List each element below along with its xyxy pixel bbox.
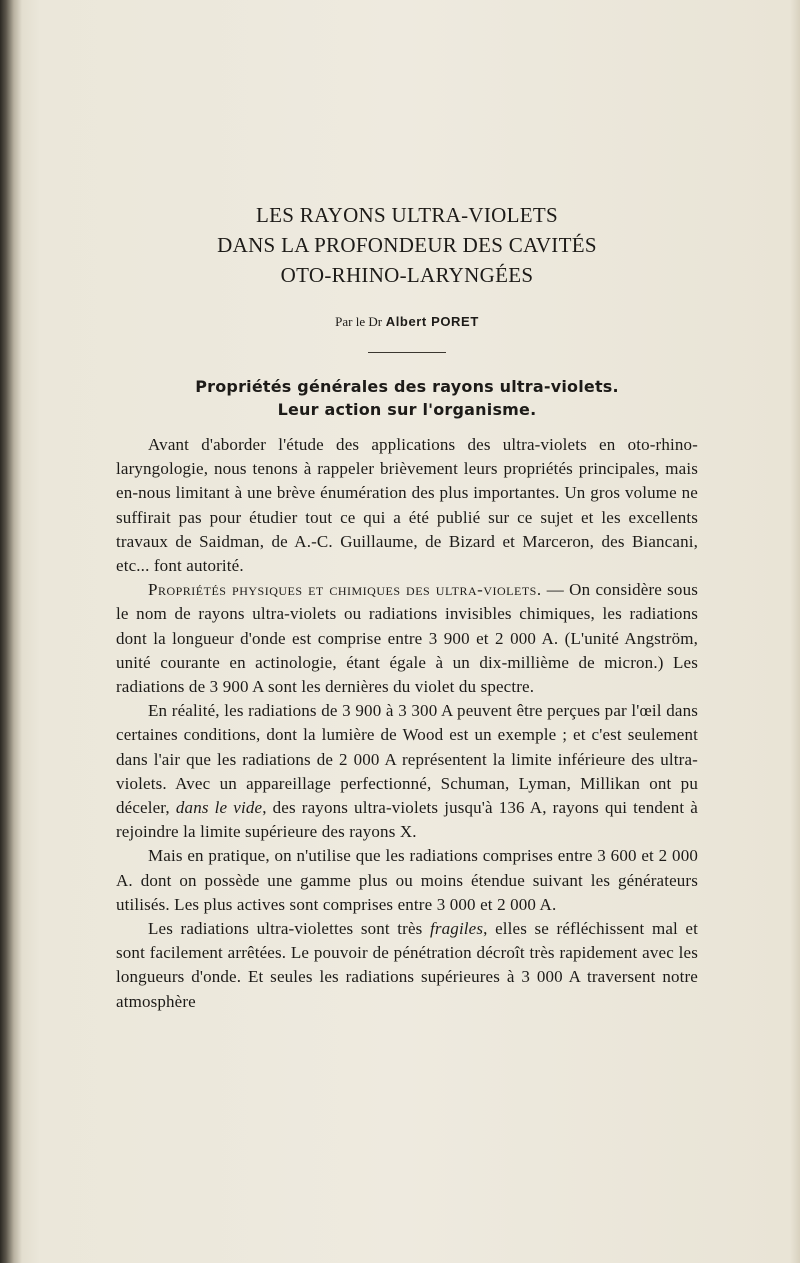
paragraph-2-lead: Propriétés physiques et chimiques des ultra-violets. bbox=[148, 580, 542, 600]
paragraph-5-text-a: Les radiations ultra-violettes sont très bbox=[148, 919, 430, 939]
paragraph-3 bbox=[116, 699, 698, 844]
paragraph-4: Mais en pratique, on n'utilise que les radiations comprises entre 3 600 et 2 000 A. dont on possède une gamme plus ou moins étendue suivant les générateurs utilisés. Les plus actives sont comprises entre 3 000 et 2 000 A. bbox=[116, 846, 698, 914]
paragraph-3-text-a: En réalité, les radiations de 3 900 à 3 300 A peuvent être perçues par l'œil dans certaines conditions, dont la lumière de Wood est un exemple ; et c'est seulement dans l'air que les radiations de 2 000 A représentent la limite inférieure des ultra-violets. Avec un appareillage perfectionné, Schuman, Lyman, Millikan ont pu déceler, bbox=[116, 701, 698, 818]
article-body bbox=[116, 433, 698, 1014]
title-divider bbox=[368, 352, 446, 353]
paragraph-2 bbox=[116, 578, 698, 699]
author-prefix: Par le Dr bbox=[335, 314, 383, 329]
paragraph-5-italic: fragiles bbox=[430, 919, 484, 939]
article-title bbox=[116, 200, 698, 290]
author-name: Albert PORET bbox=[385, 314, 479, 329]
title-line-2: DANS LA PROFONDEUR DES CAVITÉS bbox=[217, 233, 597, 257]
paragraph-3-text-b: , des rayons ultra-violets jusqu'à 136 A, rayons qui tendent à rejoindre la limite supérieure des rayons X. bbox=[116, 798, 698, 842]
paragraph-5 bbox=[116, 917, 698, 1014]
article-content bbox=[116, 200, 698, 1014]
author-line bbox=[116, 314, 698, 330]
section-heading bbox=[116, 375, 698, 421]
paragraph-2-text: — On considère sous le nom de rayons ultra-violets ou radiations invisibles chimiques, les radiations dont la longueur d'onde est comprise entre 3 900 et 2 000 A. (L'unité Angström, unité courante en actinologie, étant égale à un dix-millième de micron.) Les radiations de 3 900 A sont les dernières du violet du spectre. bbox=[116, 580, 698, 697]
paragraph-5-text-b: , elles se réfléchissent mal et sont facilement arrêtées. Le pouvoir de pénétration décroît très rapidement avec les longueurs d'onde. Et seules les radiations supérieures à 3 000 A traversent notre atmosphère bbox=[116, 919, 698, 1011]
section-heading-line-1: Propriétés générales des rayons ultra-violets. bbox=[195, 377, 619, 396]
page-binding-edge bbox=[0, 0, 22, 1263]
paragraph-1: Avant d'aborder l'étude des applications des ultra-violets en oto-rhino-laryngologie, nous tenons à rappeler brièvement leurs propriétés principales, mais en-nous limitant à une brève énumération des plus importantes. Un gros volume ne suffirait pas pour étudier tout ce qui a été publié sur ce sujet et les excellents travaux de Saidman, de A.-C. Guillaume, de Bizard et Marceron, des Biancani, etc... font autorité. bbox=[116, 435, 698, 576]
paragraph-3-italic: dans le vide bbox=[175, 798, 263, 818]
title-line-3: OTO-RHINO-LARYNGÉES bbox=[280, 263, 534, 287]
section-heading-line-2: Leur action sur l'organisme. bbox=[277, 400, 537, 419]
title-line-1: LES RAYONS ULTRA-VIOLETS bbox=[256, 203, 558, 227]
